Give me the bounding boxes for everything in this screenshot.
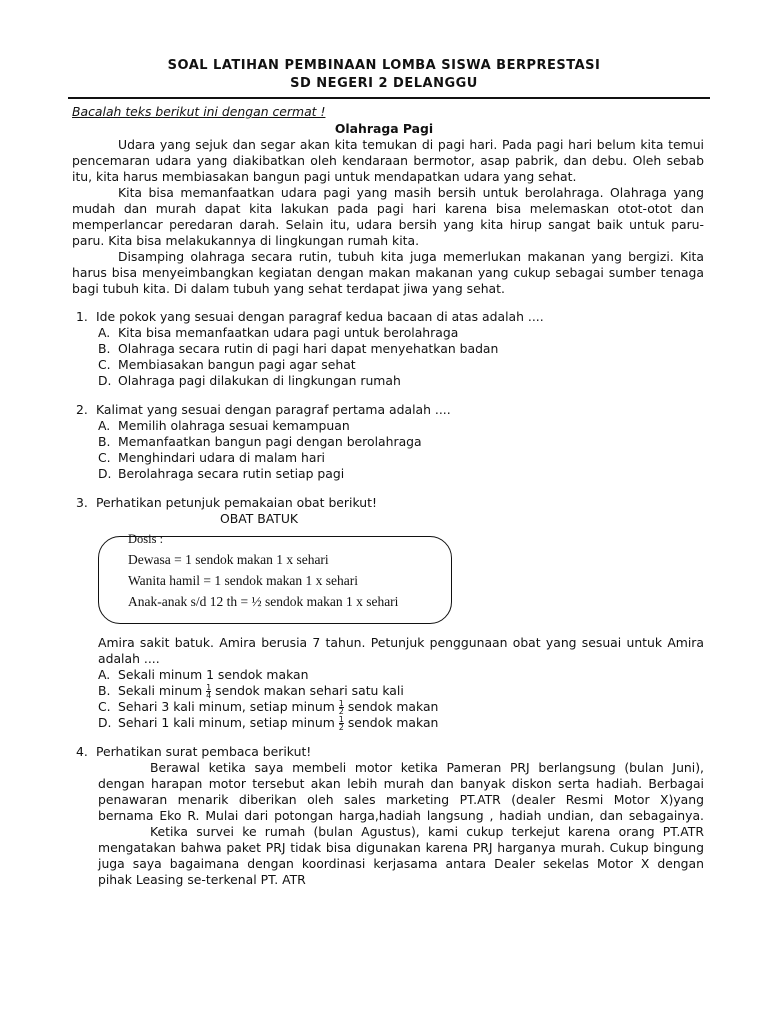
instruction-text: Bacalah teks berikut ini dengan cermat ! <box>72 104 326 119</box>
q3-option-b[interactable] <box>98 683 404 699</box>
q3-option-c[interactable] <box>98 699 438 715</box>
option-letter: D. <box>98 373 112 388</box>
option-text: Memanfaatkan bangun pagi dengan berolahraga <box>118 434 422 449</box>
question-number: 3. <box>76 495 88 510</box>
q1-option-a[interactable] <box>98 325 458 341</box>
fraction <box>339 700 344 715</box>
q1-option-d[interactable] <box>98 373 401 389</box>
letter-line: dengan harapan motor tersebut akan lebih murah dan banyak diskon serta hadiah. Berbagai <box>98 776 704 791</box>
option-letter: C. <box>98 450 111 465</box>
dosage-line: Anak-anak s/d 12 th = ½ sendok makan 1 x sehari <box>128 594 399 609</box>
option-letter: C. <box>98 357 111 372</box>
letter-line: mengatakan bahwa paket PRJ tidak bisa digunakan karena PRJ harganya murah. Cukup bingung <box>98 840 704 855</box>
q3-option-d[interactable] <box>98 715 438 731</box>
question-text: Perhatikan surat pembaca berikut! <box>96 744 312 759</box>
option-text: Olahraga secara rutin di pagi hari dapat menyehatkan badan <box>118 341 499 356</box>
option-letter: A. <box>98 325 111 340</box>
header-title: SOAL LATIHAN PEMBINAAN LOMBA SISWA BERPRESTASI <box>167 58 601 73</box>
passage-line: harus bisa menyeimbangkan kegiatan dengan makan makanan yang cukup sebagai sumber tenaga <box>72 265 704 280</box>
question-1 <box>76 309 544 325</box>
passage-line: Disamping olahraga secara rutin, tubuh kita juga memerlukan makanan yang bergizi. Kita <box>118 249 704 264</box>
header-divider <box>68 97 710 99</box>
question-3 <box>76 495 377 511</box>
dosage-heading: Dosis : <box>128 532 164 546</box>
question-context: adalah .... <box>98 651 160 666</box>
option-text: sendok makan sehari satu kali <box>215 683 404 698</box>
option-letter: D. <box>98 715 112 730</box>
header-school: SD NEGERI 2 DELANGGU <box>290 76 478 91</box>
option-letter: B. <box>98 341 111 356</box>
passage-line: Udara yang sejuk dan segar akan kita temukan di pagi hari. Pada pagi hari belum kita temui <box>118 137 704 152</box>
medicine-label-title: OBAT BATUK <box>220 511 299 526</box>
option-text: Sekali minum <box>118 683 203 698</box>
fraction-denominator: 2 <box>338 723 344 732</box>
letter-line: Berawal ketika saya membeli motor ketika Pameran PRJ berlangsung (bulan Juni), <box>150 760 704 775</box>
q2-option-d[interactable] <box>98 466 344 482</box>
q1-option-b[interactable] <box>98 341 498 357</box>
passage-line: bagi tubuh kita. Di dalam tubuh yang sehat terdapat jiwa yang sehat. <box>72 281 505 296</box>
option-text: Memilih olahraga sesuai kemampuan <box>118 418 350 433</box>
option-text: Olahraga pagi dilakukan di lingkungan rumah <box>118 373 401 388</box>
q3-option-a[interactable] <box>98 667 308 683</box>
option-text: sendok makan <box>347 715 439 730</box>
fraction <box>206 684 211 699</box>
fraction-numerator: 1 <box>338 699 344 708</box>
passage-line: mudah dan murah dapat kita lakukan pada pagi hari karena bisa melemaskan otot-otot dan <box>72 201 704 216</box>
option-text: Kita bisa memanfaatkan udara pagi untuk berolahraga <box>118 325 459 340</box>
dosage-line: Dewasa = 1 sendok makan 1 x sehari <box>128 552 329 567</box>
fraction-denominator: 4 <box>206 691 212 700</box>
letter-line: bernama Eko R. Mulai dari potongan harga,hadiah langsung , hadiah undian, dan sebagainya. <box>98 808 704 823</box>
fraction-denominator: 2 <box>338 707 344 716</box>
letter-line: penawaran menarik diberikan oleh sales marketing PT.ATR (dealer Resmi Motor X)yang <box>98 792 704 807</box>
option-letter: C. <box>98 699 111 714</box>
fraction <box>339 716 344 731</box>
option-letter: D. <box>98 466 112 481</box>
option-letter: B. <box>98 683 111 698</box>
q2-option-c[interactable] <box>98 450 325 466</box>
question-number: 1. <box>76 309 88 324</box>
letter-line: juga saya bagaimana dengan koordinasi kerjasama antara Dealer sekelas Motor X dengan <box>98 856 704 871</box>
passage-line: paru. Kita bisa melakukannya di lingkungan rumah kita. <box>72 233 420 248</box>
question-number: 2. <box>76 402 88 417</box>
q1-option-c[interactable] <box>98 357 356 373</box>
question-text: Perhatikan petunjuk pemakaian obat berikut! <box>96 495 377 510</box>
question-text: Kalimat yang sesuai dengan paragraf pertama adalah .... <box>96 402 451 417</box>
option-text: Berolahraga secara rutin setiap pagi <box>118 466 345 481</box>
passage-line: Kita bisa memanfaatkan udara pagi yang masih bersih untuk berolahraga. Olahraga yang <box>118 185 704 200</box>
passage-line: itu, kita harus membiasakan bangun pagi untuk mendapatkan udara yang sehat. <box>72 169 577 184</box>
passage-line: pencemaran udara yang diakibatkan oleh kendaraan bermotor, asap pabrik, dan debu. Oleh sebab <box>72 153 704 168</box>
fraction-numerator: 1 <box>338 715 344 724</box>
option-text: Sehari 1 kali minum, setiap minum <box>118 715 335 730</box>
fraction-numerator: 1 <box>206 683 212 692</box>
option-letter: A. <box>98 667 111 682</box>
question-number: 4. <box>76 744 88 759</box>
question-2 <box>76 402 451 418</box>
letter-line: Ketika survei ke rumah (bulan Agustus), kami cukup terkejut karena orang PT.ATR <box>150 824 704 839</box>
question-text: Ide pokok yang sesuai dengan paragraf kedua bacaan di atas adalah .... <box>96 309 544 324</box>
question-context: Amira sakit batuk. Amira berusia 7 tahun. Petunjuk penggunaan obat yang sesuai untuk Amira <box>98 635 704 650</box>
question-4 <box>76 744 311 760</box>
dosage-line: Wanita hamil = 1 sendok makan 1 x sehari <box>128 573 358 588</box>
option-letter: B. <box>98 434 111 449</box>
option-letter: A. <box>98 418 111 433</box>
option-text: Membiasakan bangun pagi agar sehat <box>118 357 356 372</box>
q2-option-a[interactable] <box>98 418 350 434</box>
option-text: Menghindari udara di malam hari <box>118 450 325 465</box>
letter-line: pihak Leasing se-terkenal PT. ATR <box>98 872 306 887</box>
option-text: Sehari 3 kali minum, setiap minum <box>118 699 335 714</box>
passage-title: Olahraga Pagi <box>334 121 434 136</box>
passage-line: memperlancar peredaran darah. Selain itu, udara bersih yang kita hirup sangat baik untuk paru- <box>72 217 704 232</box>
option-text: Sekali minum 1 sendok makan <box>118 667 309 682</box>
q2-option-b[interactable] <box>98 434 422 450</box>
option-text: sendok makan <box>347 699 439 714</box>
